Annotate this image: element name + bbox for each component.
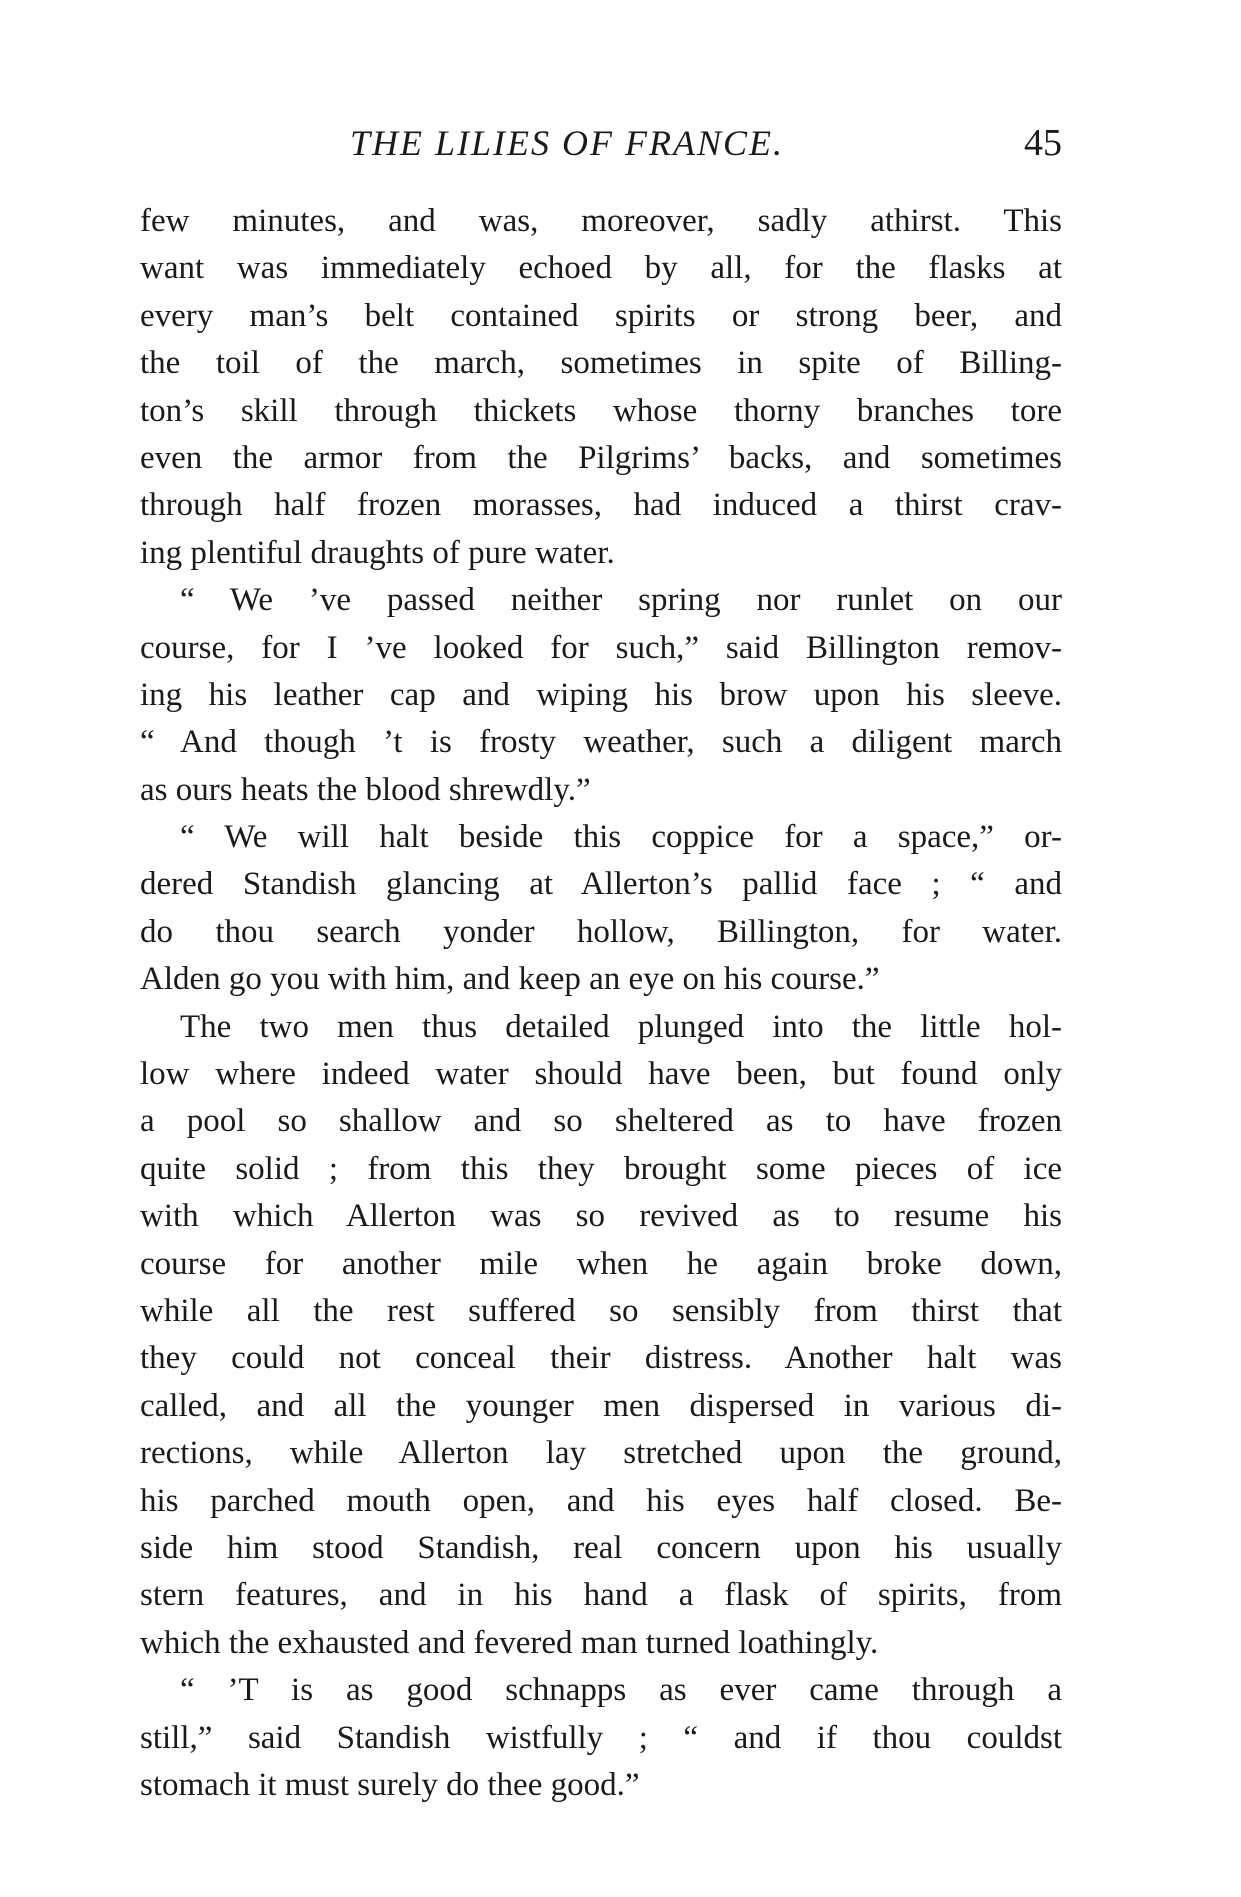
text-line: as ours heats the blood shrewdly.” xyxy=(140,771,591,808)
text-line: his parched mouth open, and his eyes half closed. Be- xyxy=(140,1482,1062,1519)
body-text xyxy=(140,198,1062,1809)
text-line: even the armor from the Pilgrims’ backs, and sometimes xyxy=(140,439,1062,476)
text-line: dered Standish glancing at Allerton’s pallid face ; “ and xyxy=(140,866,1062,903)
text-line: the toil of the march, sometimes in spite of Billing- xyxy=(140,345,1062,382)
text-line: “ ’T is as good schnapps as ever came through a xyxy=(180,1672,1062,1709)
text-line: The two men thus detailed plunged into the little hol- xyxy=(180,1008,1062,1045)
text-line: through half frozen morasses, had induced a thirst crav- xyxy=(140,487,1062,524)
text-line: do thou search yonder hollow, Billington, for water. xyxy=(140,913,1062,950)
text-line: ing plentiful draughts of pure water. xyxy=(140,534,615,571)
running-head xyxy=(140,118,1062,168)
text-line: a pool so shallow and so sheltered as to have frozen xyxy=(140,1103,1062,1140)
text-line: while all the rest suffered so sensibly from thirst that xyxy=(140,1292,1062,1329)
text-line: which the exhausted and fevered man turned loathingly. xyxy=(140,1624,879,1661)
page-number: 45 xyxy=(1024,122,1062,164)
text-line: ing his leather cap and wiping his brow upon his sleeve. xyxy=(140,676,1062,713)
text-line: few minutes, and was, moreover, sadly athirst. This xyxy=(140,203,1062,239)
running-title: THE LILIES OF FRANCE. xyxy=(350,123,784,163)
text-line: ton’s skill through thickets whose thorny branches tore xyxy=(140,392,1062,429)
text-line: low where indeed water should have been, but found only xyxy=(140,1056,1062,1093)
text-line: with which Allerton was so revived as to resume his xyxy=(140,1198,1062,1235)
text-line: side him stood Standish, real concern upon his usually xyxy=(140,1529,1062,1566)
text-line: “ We ’ve passed neither spring nor runlet on our xyxy=(180,582,1062,619)
text-line: “ We will halt beside this coppice for a space,” or- xyxy=(180,819,1062,856)
text-line: stomach it must surely do thee good.” xyxy=(140,1766,640,1803)
text-line: quite solid ; from this they brought some pieces of ice xyxy=(140,1150,1062,1187)
text-line: rections, while Allerton lay stretched upon the ground, xyxy=(140,1435,1062,1472)
text-line: Alden go you with him, and keep an eye on his course.” xyxy=(140,961,880,998)
text-line: course, for I ’ve looked for such,” said Billington remov- xyxy=(140,629,1062,666)
text-line: every man’s belt contained spirits or strong beer, and xyxy=(140,297,1062,334)
text-line: course for another mile when he again broke down, xyxy=(140,1245,1062,1282)
text-line: want was immediately echoed by all, for the flasks at xyxy=(140,250,1062,287)
text-line: called, and all the younger men dispersed in various di- xyxy=(140,1387,1062,1424)
text-line: still,” said Standish wistfully ; “ and if thou couldst xyxy=(140,1719,1062,1756)
text-line: “ And though ’t is frosty weather, such a diligent march xyxy=(140,724,1062,761)
text-line: stern features, and in his hand a flask of spirits, from xyxy=(140,1577,1062,1614)
text-line: they could not conceal their distress. Another halt was xyxy=(140,1340,1062,1377)
